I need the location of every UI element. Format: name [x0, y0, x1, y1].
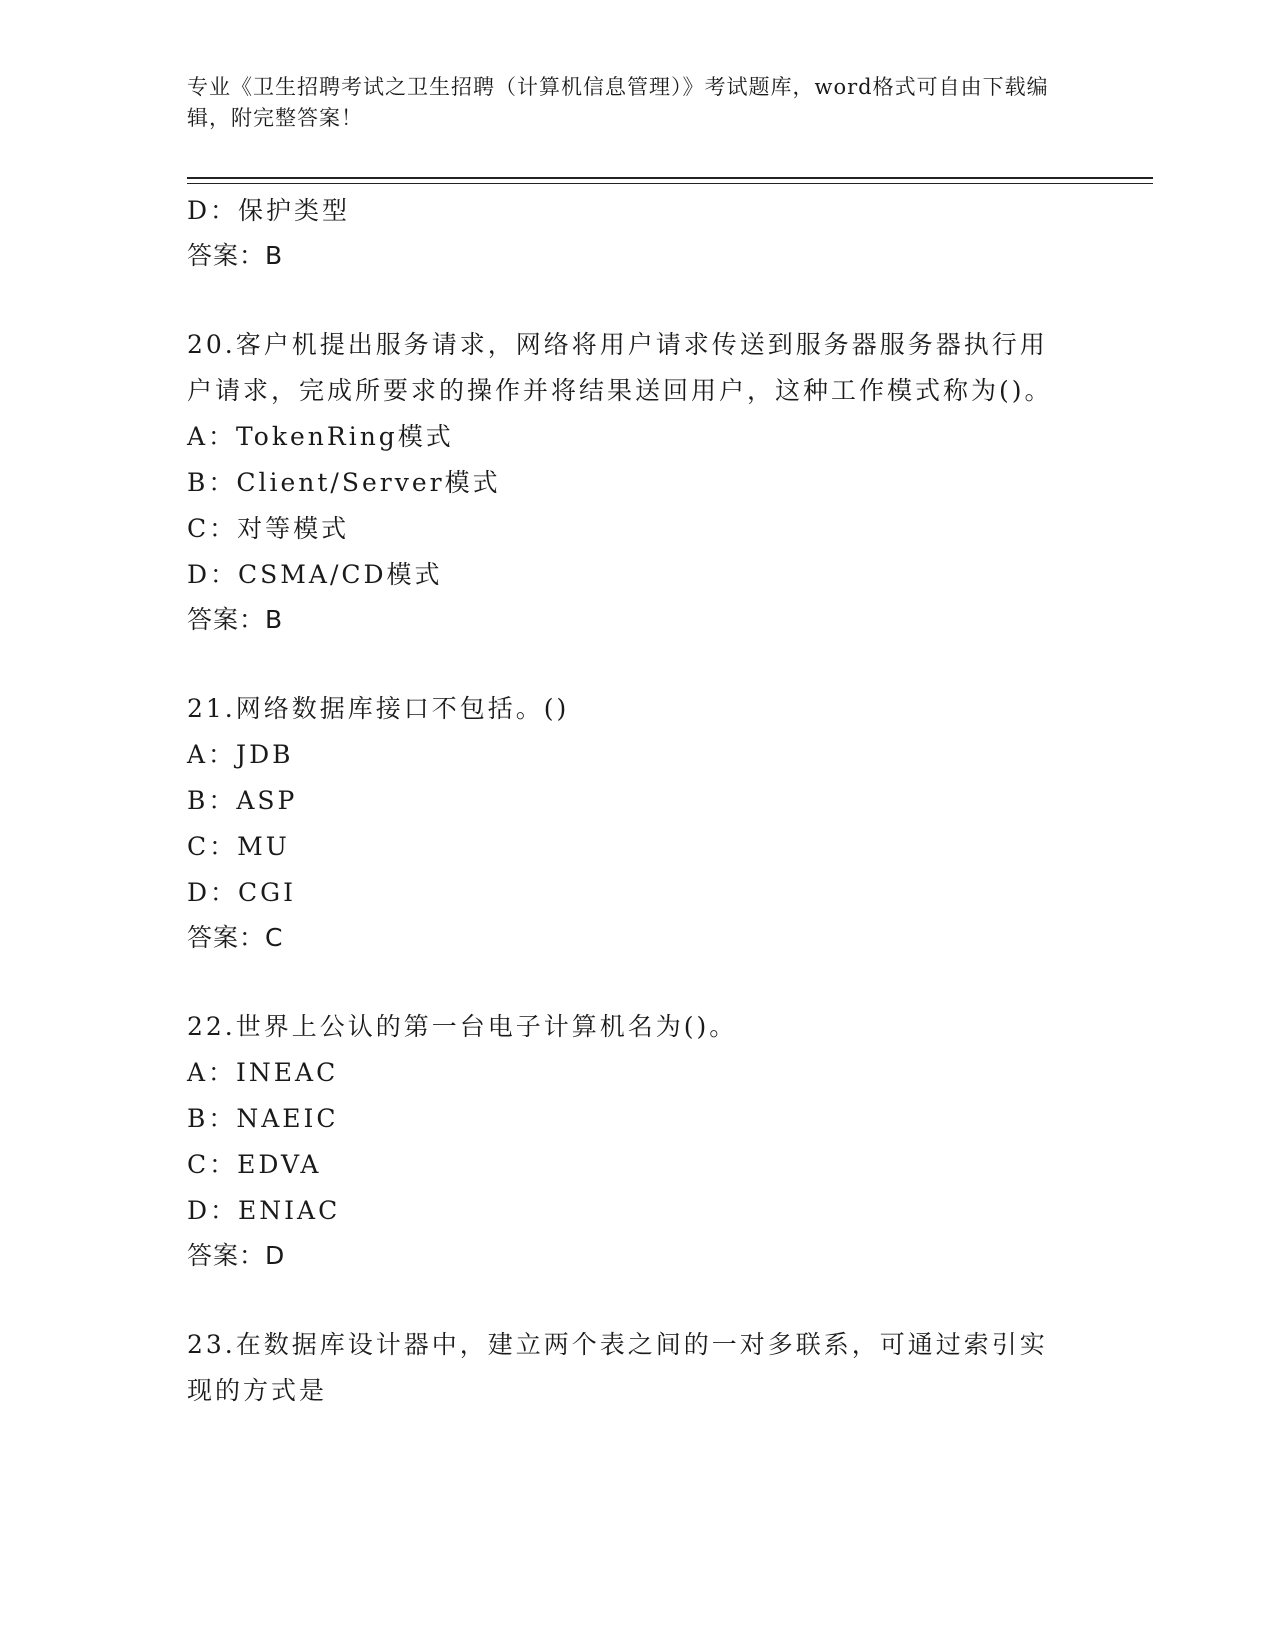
question-23	[187, 1322, 1087, 1414]
question-19-tail	[187, 188, 1087, 278]
question-text: 20.客户机提出服务请求，网络将用户请求传送到服务器服务器执行用户请求，完成所要求的操作并将结果送回用户，这种工作模式称为()。	[187, 330, 1053, 405]
answer-label: 答案：C	[187, 923, 284, 952]
question-text: 22.世界上公认的第一台电子计算机名为()。	[187, 1012, 738, 1041]
question-text: 23.在数据库设计器中，建立两个表之间的一对多联系，可通过索引实现的方式是	[187, 1330, 1048, 1405]
question-21	[187, 686, 1087, 960]
answer-label: 答案：B	[187, 605, 284, 634]
header-divider	[187, 177, 1153, 179]
option-a: A：JDB	[187, 740, 294, 769]
option-a: A：TokenRing模式	[187, 422, 454, 451]
question-22	[187, 1004, 1087, 1278]
question-list	[187, 188, 1087, 1414]
option-d: D：保护类型	[187, 196, 351, 225]
option-c: C：MU	[187, 832, 290, 861]
option-b: B：ASP	[187, 786, 298, 815]
answer-label: 答案：D	[187, 1241, 286, 1270]
option-b: B：NAEIC	[187, 1104, 339, 1133]
header-divider-thin	[187, 183, 1153, 184]
option-d: D：CSMA/CD模式	[187, 560, 443, 589]
document-header: 专业《卫生招聘考试之卫生招聘（计算机信息管理）》考试题库，word格式可自由下载编辑，附完整答案！	[187, 75, 1049, 130]
option-b: B：Client/Server模式	[187, 468, 501, 497]
answer-label: 答案：B	[187, 241, 284, 270]
option-c: C：EDVA	[187, 1150, 322, 1179]
question-text: 21.网络数据库接口不包括。()	[187, 694, 570, 723]
option-c: C：对等模式	[187, 514, 350, 543]
option-d: D：ENIAC	[187, 1196, 341, 1225]
option-d: D：CGI	[187, 878, 297, 907]
option-a: A：INEAC	[187, 1058, 339, 1087]
question-20	[187, 322, 1087, 642]
